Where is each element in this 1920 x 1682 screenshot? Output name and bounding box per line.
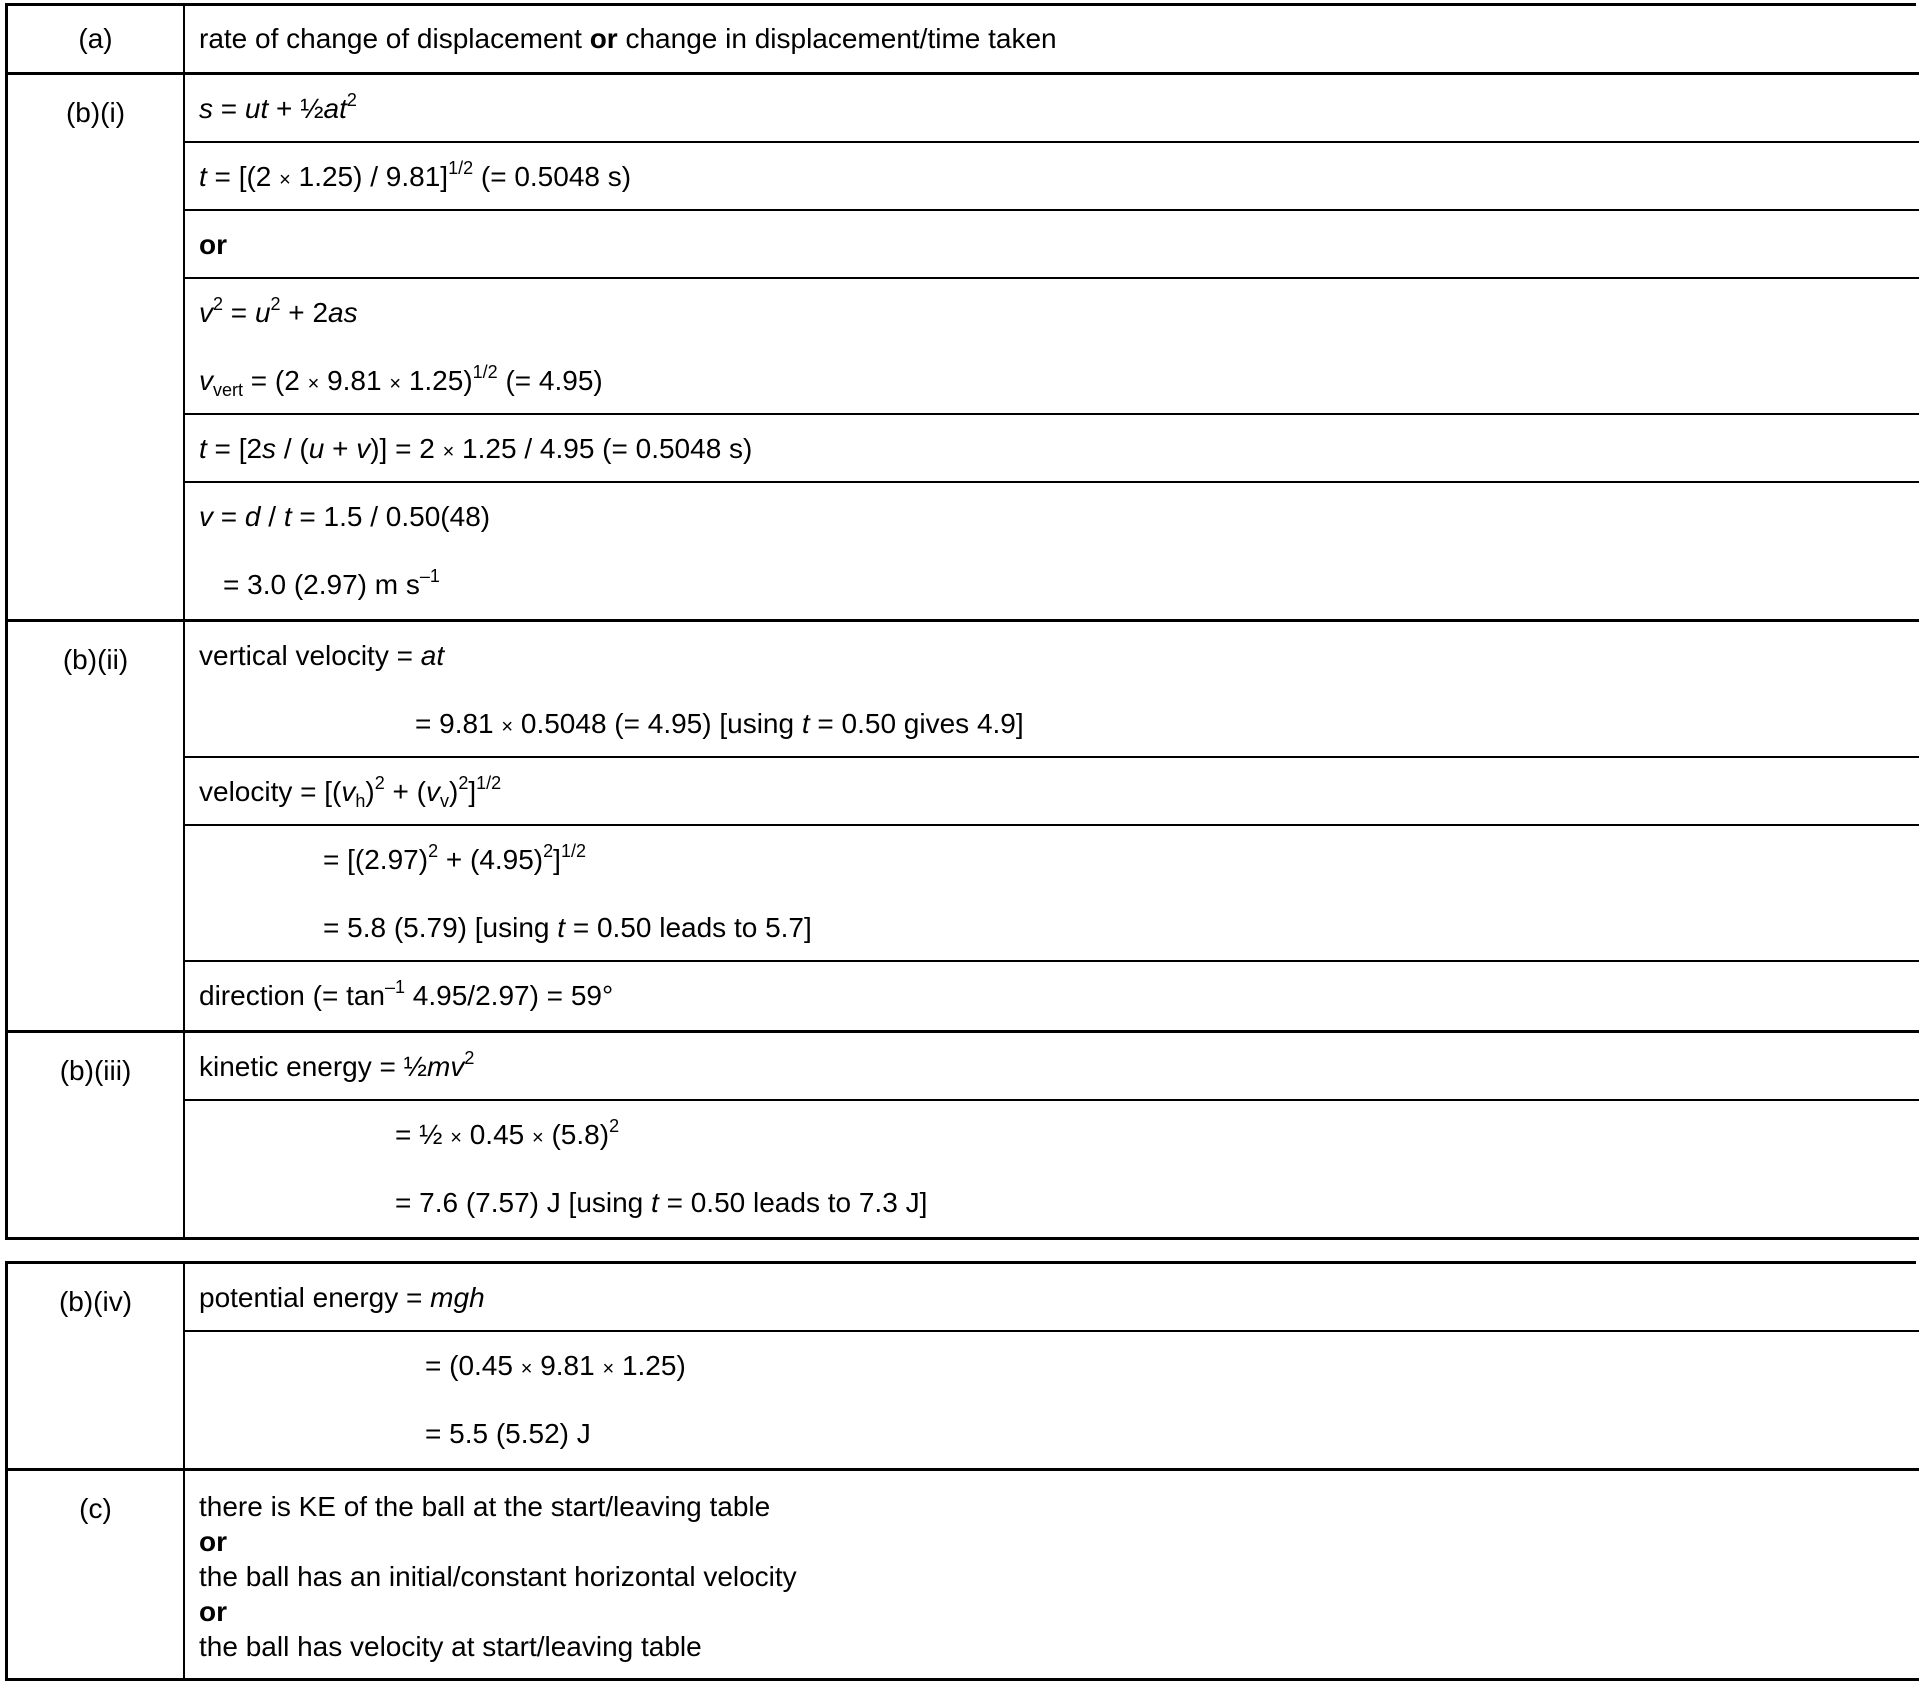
formula-fragment: (= 0.5048 s) <box>473 161 632 192</box>
formula-fragment: × <box>520 1358 533 1380</box>
a-or: or <box>589 23 618 54</box>
formula-fragment: or <box>199 1596 227 1627</box>
c-line-3: the ball has velocity at start/leaving table <box>199 1631 702 1662</box>
formula-fragment: 1.25) <box>614 1350 686 1381</box>
formula-fragment: × <box>501 716 514 738</box>
formula-fragment: / <box>260 501 284 532</box>
formula-fragment: t <box>199 433 207 464</box>
answer-a <box>185 6 1919 72</box>
answer-c <box>185 1471 1919 1678</box>
row-biii <box>8 1033 1919 1240</box>
formula-fragment: at <box>420 640 445 671</box>
formula-fragment: × <box>389 373 402 395</box>
bi-line-8 <box>185 551 1919 619</box>
formula-fragment: )] = 2 <box>370 433 443 464</box>
formula-fragment: 2 <box>428 841 439 861</box>
c-line-2: the ball has an initial/constant horizontal velocity <box>199 1561 797 1592</box>
formula-fragment: = 9.81 <box>415 708 502 739</box>
biv-line-2 <box>185 1332 1919 1400</box>
bi-line-1 <box>185 75 1919 143</box>
answer-biv <box>185 1264 1919 1468</box>
bi-line-7 <box>185 483 1919 551</box>
formula-fragment: 4.95/2.97) = 59° <box>405 980 614 1011</box>
formula-fragment: = (2 <box>243 365 308 396</box>
formula-fragment: × <box>450 1127 462 1149</box>
formula-fragment: t <box>557 912 566 943</box>
formula-fragment: = [(2.97) <box>323 844 429 875</box>
formula-fragment: 2 <box>609 1116 620 1136</box>
formula-fragment: u <box>254 297 271 328</box>
formula-fragment: vert <box>213 380 244 400</box>
biv-line-3 <box>185 1400 1919 1468</box>
bi-line-5 <box>185 347 1919 415</box>
formula-fragment: v <box>425 776 440 807</box>
formula-fragment: t <box>283 501 292 532</box>
formula-fragment: ) <box>365 776 375 807</box>
formula-fragment: v <box>439 791 449 811</box>
formula-fragment: 1/2 <box>472 362 498 382</box>
formula-fragment: –1 <box>385 977 406 997</box>
formula-fragment: 2 <box>374 773 385 793</box>
formula-fragment: 2 <box>213 294 224 314</box>
formula-fragment: ) <box>448 776 459 807</box>
a-text-1: rate of change of displacement <box>199 23 582 54</box>
row-bii <box>8 622 1919 1033</box>
formula-fragment: = [2 <box>206 433 263 464</box>
formula-fragment: t <box>651 1187 659 1218</box>
formula-fragment: velocity = [( <box>199 776 342 807</box>
formula-fragment: v <box>199 297 213 328</box>
formula-fragment: = ½ <box>395 1119 451 1150</box>
formula-fragment: = <box>223 297 255 328</box>
formula-fragment: v <box>199 501 213 532</box>
formula-fragment: = <box>213 93 245 124</box>
formula-fragment: u <box>308 433 325 464</box>
formula-fragment: = 1.5 / 0.50(48) <box>291 501 491 532</box>
formula-fragment: ut <box>244 93 269 124</box>
label-bii: (b)(ii) <box>8 622 185 1030</box>
c-or-2 <box>185 1594 1919 1629</box>
bii-line-6 <box>185 962 1919 1030</box>
formula-fragment: s <box>262 433 277 464</box>
formula-fragment: 1/2 <box>560 841 586 861</box>
formula-fragment: 1.25 / 4.95 (= 0.5048 s) <box>454 433 753 464</box>
answer-bii <box>185 622 1919 1030</box>
formula-fragment: × <box>307 373 320 395</box>
bi-or <box>185 211 1919 279</box>
biv-line-1 <box>185 1264 1919 1332</box>
bii-line-1 <box>185 622 1919 690</box>
formula-fragment: (= 4.95) <box>497 365 603 396</box>
bi-line-6 <box>185 415 1919 483</box>
formula-fragment: potential energy = <box>199 1282 431 1313</box>
formula-fragment: = 3.0 (2.97) m s <box>223 569 420 600</box>
formula-fragment: 0.45 <box>461 1119 533 1150</box>
formula-fragment: = [(2 <box>206 161 280 192</box>
formula-fragment: = 5.5 (5.52) J <box>425 1418 591 1449</box>
formula-fragment: / ( <box>276 433 309 464</box>
formula-fragment: t <box>199 161 207 192</box>
formula-fragment: s <box>199 93 213 124</box>
bii-line-3 <box>185 758 1919 826</box>
formula-fragment: 1.25) <box>401 365 473 396</box>
label-a: (a) <box>8 6 185 72</box>
formula-fragment: × <box>279 169 291 191</box>
formula-fragment: direction (= tan <box>199 980 385 1011</box>
formula-fragment: + ( <box>384 776 426 807</box>
formula-fragment: 2 <box>458 773 469 793</box>
answer-a-line <box>185 6 1919 72</box>
formula-fragment: = 0.50 leads to 5.7] <box>565 912 812 943</box>
row-a <box>8 6 1919 75</box>
formula-fragment: as <box>328 297 358 328</box>
answer-biii <box>185 1033 1919 1237</box>
biii-line-1 <box>185 1033 1919 1101</box>
formula-fragment: d <box>244 501 261 532</box>
formula-fragment: vertical velocity = <box>199 640 421 671</box>
formula-fragment: ] <box>553 844 561 875</box>
c-line-1: there is KE of the ball at the start/leaving table <box>199 1491 771 1522</box>
label-biii: (b)(iii) <box>8 1033 185 1237</box>
formula-fragment: = <box>213 501 245 532</box>
formula-fragment: + (4.95) <box>438 844 544 875</box>
biii-line-2 <box>185 1101 1919 1169</box>
formula-fragment: 2 <box>346 90 357 110</box>
row-c <box>8 1471 1919 1681</box>
formula-fragment: × <box>442 441 455 463</box>
formula-fragment: = 0.50 leads to 7.3 J] <box>658 1187 928 1218</box>
mark-scheme-table-upper <box>5 6 1919 1240</box>
formula-fragment: + 2 <box>280 297 329 328</box>
formula-fragment: = 0.50 gives 4.9] <box>809 708 1024 739</box>
bi-line-2 <box>185 143 1919 211</box>
formula-fragment: ] <box>468 776 477 807</box>
formula-fragment: 1/2 <box>448 158 474 178</box>
formula-fragment: 2 <box>543 841 554 861</box>
formula-fragment: = 7.6 (7.57) J [using <box>395 1187 652 1218</box>
formula-fragment: v <box>341 776 356 807</box>
mark-scheme-table-lower <box>5 1264 1919 1681</box>
formula-fragment: or <box>199 229 227 260</box>
formula-fragment: t <box>801 708 810 739</box>
bii-line-5 <box>185 894 1919 962</box>
label-bi: (b)(i) <box>8 75 185 619</box>
formula-fragment: –1 <box>419 566 440 586</box>
label-c: (c) <box>8 1471 185 1678</box>
formula-fragment: × <box>602 1358 615 1380</box>
formula-fragment: = 5.8 (5.79) [using <box>323 912 558 943</box>
biii-line-3 <box>185 1169 1919 1237</box>
a-text-2: change in displacement/time taken <box>625 23 1057 54</box>
bii-line-2 <box>185 690 1919 758</box>
formula-fragment: v <box>356 433 371 464</box>
formula-fragment: v <box>199 365 213 396</box>
formula-fragment: 2 <box>270 294 281 314</box>
c-or-1 <box>185 1524 1919 1559</box>
formula-fragment: 9.81 <box>532 1350 603 1381</box>
bii-line-4 <box>185 826 1919 894</box>
formula-fragment: 9.81 <box>319 365 390 396</box>
formula-fragment: = (0.45 <box>425 1350 521 1381</box>
formula-fragment: + <box>324 433 357 464</box>
formula-fragment: mgh <box>430 1282 485 1313</box>
formula-fragment: (5.8) <box>543 1119 610 1150</box>
formula-fragment: + ½ <box>268 93 324 124</box>
row-bi <box>8 75 1919 622</box>
formula-fragment: 1.25) / 9.81] <box>290 161 449 192</box>
formula-fragment: h <box>355 791 366 811</box>
bi-line-4 <box>185 279 1919 347</box>
label-biv: (b)(iv) <box>8 1264 185 1468</box>
formula-fragment: at <box>323 93 347 124</box>
formula-fragment: × <box>532 1127 544 1149</box>
formula-fragment: 1/2 <box>476 773 502 793</box>
formula-fragment: 2 <box>464 1048 475 1068</box>
formula-fragment: or <box>199 1526 227 1557</box>
answer-bi <box>185 75 1919 619</box>
formula-fragment: mv <box>427 1051 465 1082</box>
formula-fragment: 0.5048 (= 4.95) [using <box>513 708 802 739</box>
row-biv <box>8 1264 1919 1471</box>
formula-fragment: kinetic energy = ½ <box>199 1051 428 1082</box>
